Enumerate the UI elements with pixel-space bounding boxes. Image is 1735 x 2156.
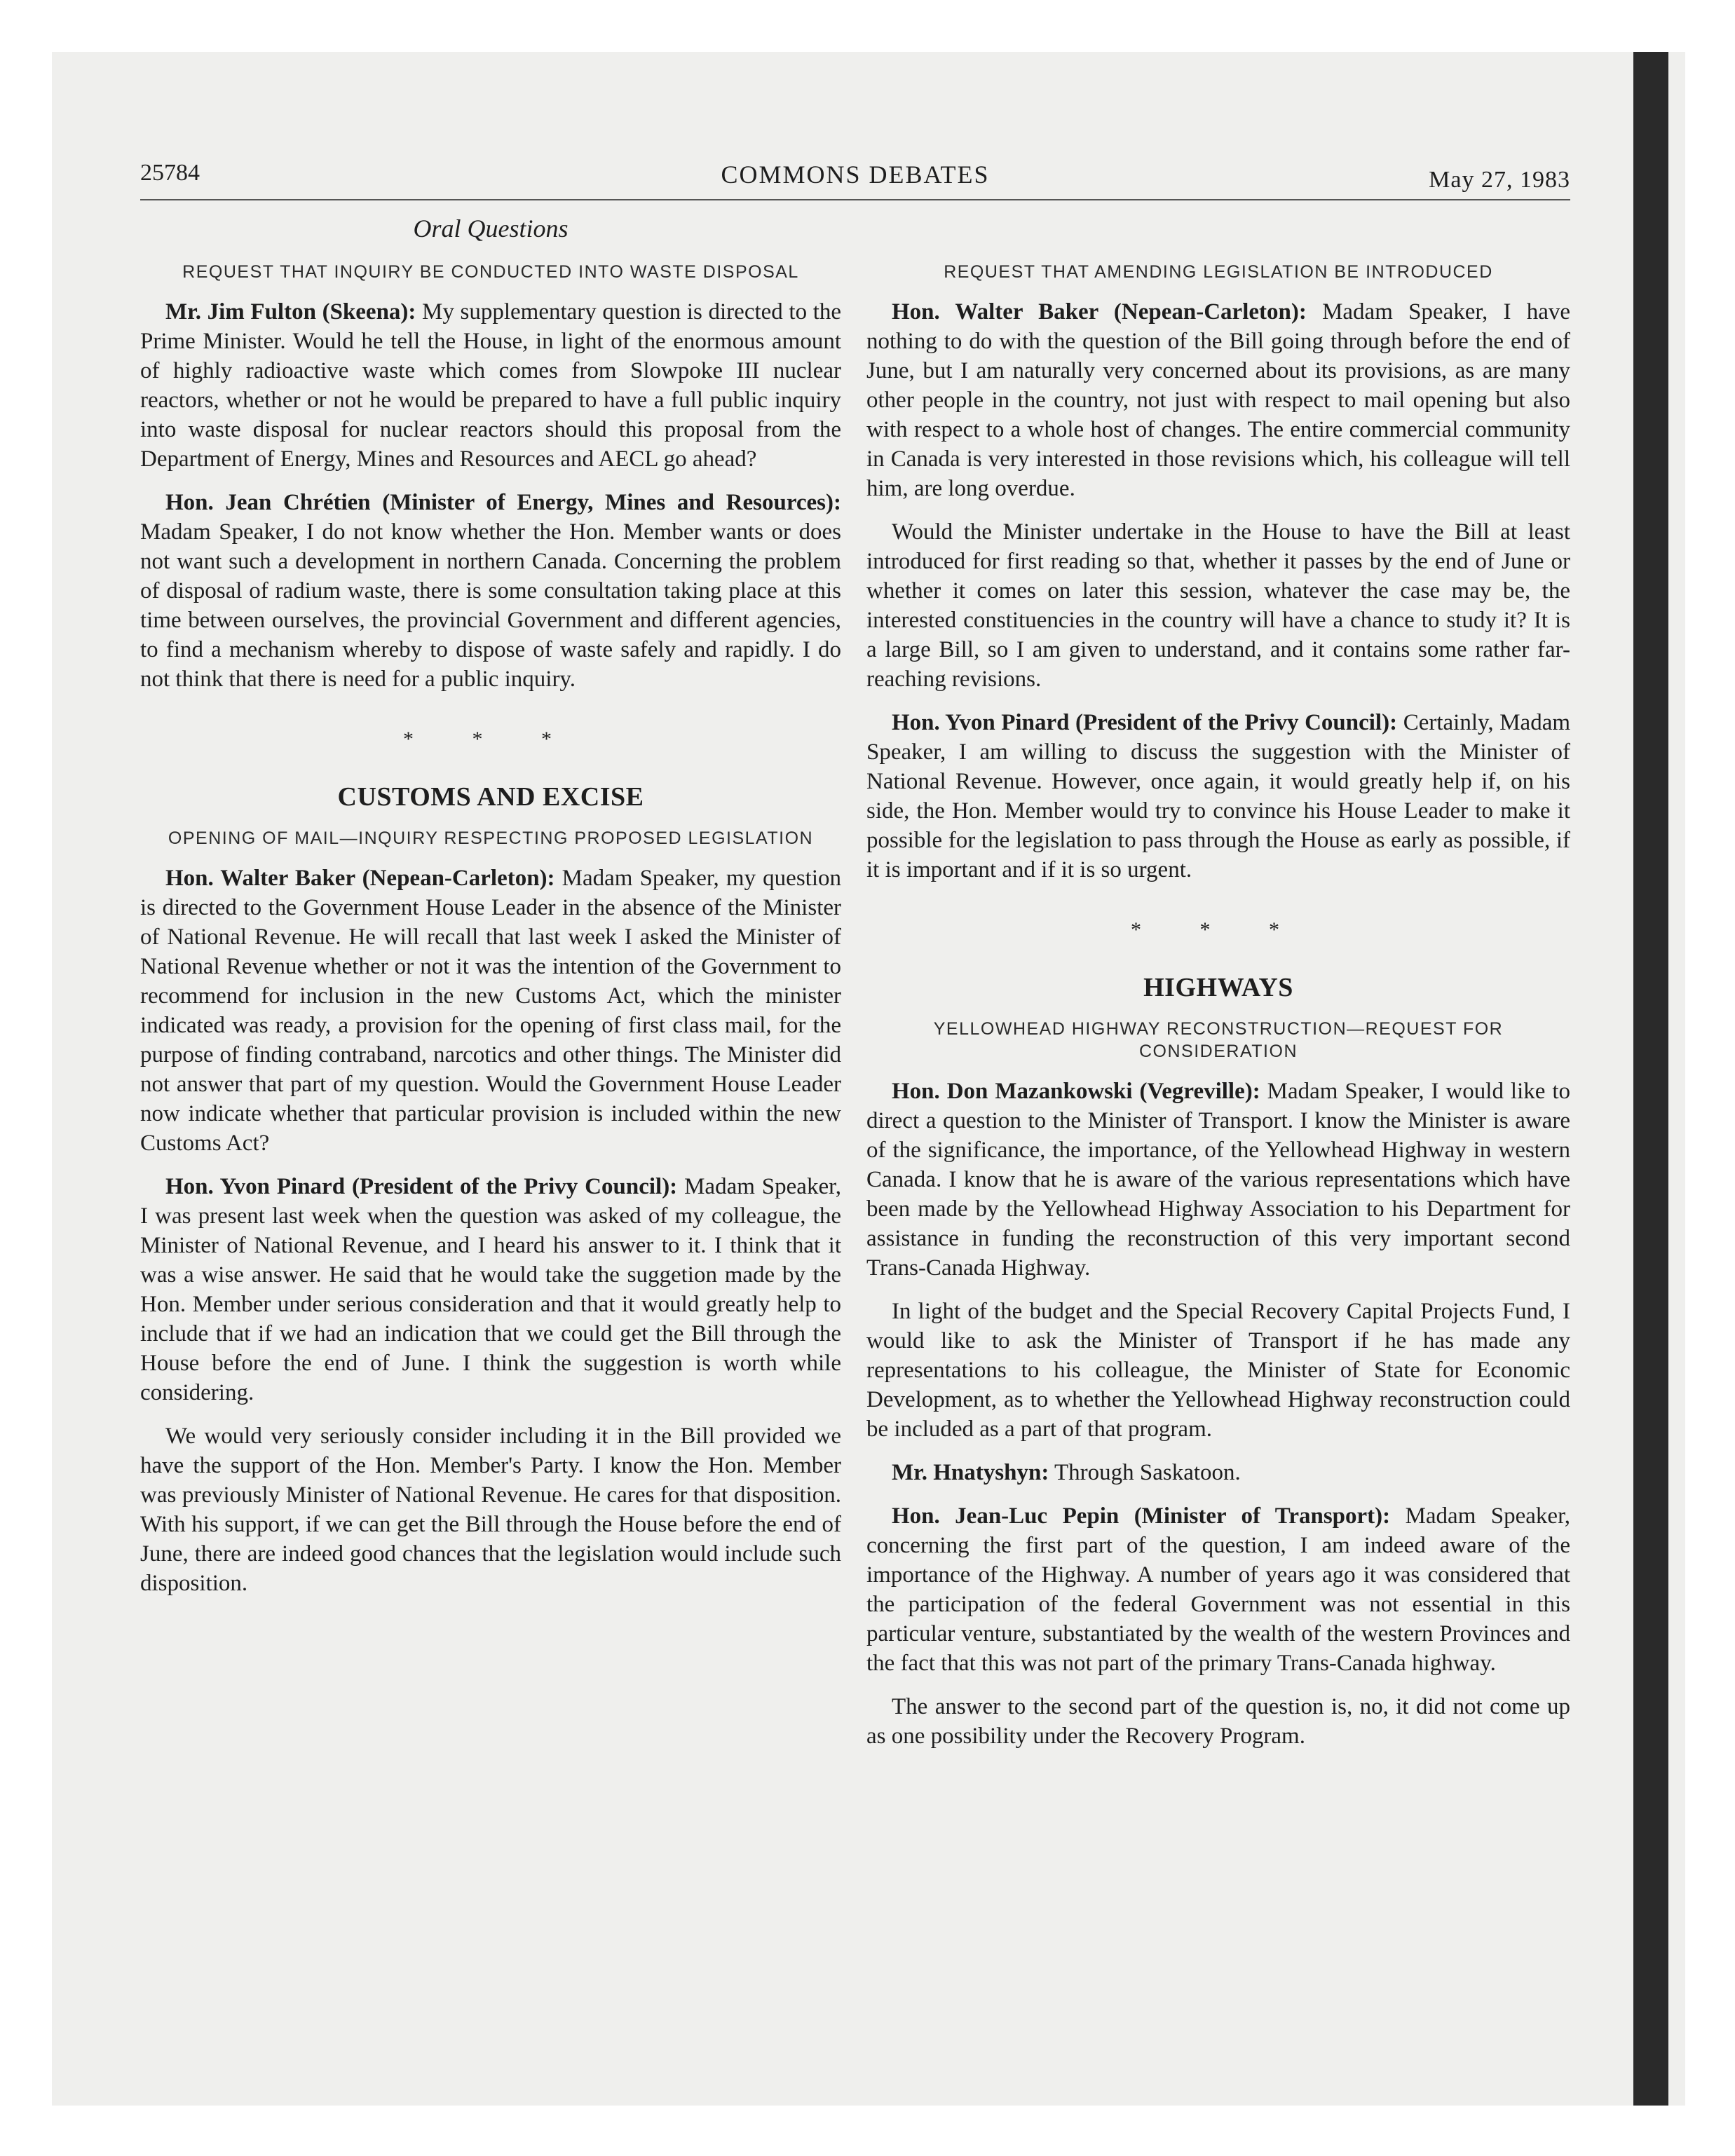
subheading-waste-disposal: REQUEST THAT INQUIRY BE CONDUCTED INTO WASTE DISPOSAL bbox=[182, 262, 799, 282]
speech-text: Madam Speaker, concerning the first part of the question, I am indeed aware of the importance of the Highway. A number of years ago it was considered that the participation of the federal Government was not essential in this particular venture, substantiated by the wealth of the western Provinces and the fact that this was not part of the primary Trans-Canada highway. bbox=[866, 1503, 1570, 1676]
paragraph-pinard-2 bbox=[866, 708, 1570, 885]
scan-edge-shadow bbox=[1633, 52, 1668, 2106]
speech-text: Madam Speaker, I was present last week when the question was asked of my colleague, the Minister of National Revenue, and I heard his answer to it. I think that it was a wise answer. He said that he would take the suggetion made by the Hon. Member under serious consideration and that it would greatly help to include that if we had an indication that we could get the Bill through the House before the end of June. I think the suggestion is worth while considering. bbox=[140, 1174, 842, 1405]
publication-title: COMMONS DEBATES bbox=[721, 161, 990, 189]
speaker-name: Hon. Walter Baker (Nepean-Carleton): bbox=[165, 866, 555, 891]
paragraph-chretien bbox=[140, 488, 841, 694]
subheading-amending-legislation: REQUEST THAT AMENDING LEGISLATION BE INTRODUCED bbox=[944, 262, 1493, 282]
subheading-opening-mail: OPENING OF MAIL—INQUIRY RESPECTING PROPOSED LEGISLATION bbox=[168, 828, 814, 848]
section-divider-stars: * * * bbox=[403, 728, 578, 751]
paragraph-hnatyshyn bbox=[866, 1458, 1570, 1487]
paragraph-mazankowski bbox=[866, 1077, 1570, 1283]
speech-text: Certainly, Madam Speaker, I am willing to discuss the suggestion with the Minister of National Revenue. However, once again, it would greatly help if, on his side, the Hon. Member would try to convince his House Leader to make it possible for the legislation to pass through the House as early as possible, if it is important and if it is so urgent. bbox=[866, 710, 1571, 882]
speaker-name: Mr. Jim Fulton (Skeena): bbox=[165, 299, 416, 325]
speaker-name: Hon. Don Mazankowski (Vegreville): bbox=[892, 1079, 1260, 1104]
speaker-name: Hon. Jean Chrétien (Minister of Energy, Mines and Resources): bbox=[165, 490, 841, 515]
running-head: Oral Questions bbox=[413, 214, 569, 243]
speech-text: Through Saskatoon. bbox=[1054, 1460, 1241, 1485]
speaker-name: Hon. Jean-Luc Pepin (Minister of Transport): bbox=[892, 1503, 1391, 1529]
section-heading-highways: HIGHWAYS bbox=[1143, 973, 1293, 1002]
paragraph-pepin bbox=[866, 1501, 1570, 1678]
speech-text: Madam Speaker, I would like to direct a question to the Minister of Transport. I know the Minister is aware of the significance, the importance, of the Yellowhead Highway in western Canada. I know that he is aware of the various representations which have been made by the Yellowhead Highway Association to his Department for assistance in funding the reconstruction of this very important second Trans-Canada Highway. bbox=[866, 1079, 1571, 1281]
page-date: May 27, 1983 bbox=[1429, 167, 1570, 193]
paragraph-baker-2 bbox=[866, 297, 1570, 503]
page-number: 25784 bbox=[140, 160, 200, 186]
speech-text: Madam Speaker, I do not know whether the Hon. Member wants or does not want such a development in northern Canada. Concerning the problem of disposal of radium waste, there is some consultation taking place at this time between ourselves, the provincial Government and different agencies, to find a mechanism whereby to dispose of waste safely and rapidly. I do not think that there is need for a public inquiry. bbox=[140, 519, 841, 692]
section-divider-stars: * * * bbox=[1131, 918, 1306, 941]
page-header bbox=[140, 160, 1570, 199]
speaker-name: Hon. Walter Baker (Nepean-Carleton): bbox=[892, 299, 1307, 325]
section-heading-customs: CUSTOMS AND EXCISE bbox=[337, 782, 644, 812]
paragraph-pepin-continued: The answer to the second part of the question is, no, it did not come up as one possibility under the Recovery Program. bbox=[866, 1694, 1570, 1749]
speech-text: My supplementary question is directed to the Prime Minister. Would he tell the House, in light of the enormous amount of highly radioactive waste which comes from Slowpoke III nuclear reactors, whether or not he would be prepared to have a full public inquiry into waste disposal for nuclear reactors should this proposal from the Department of Energy, Mines and Resources and AECL go ahead? bbox=[140, 299, 842, 472]
speaker-name: Mr. Hnatyshyn: bbox=[892, 1460, 1049, 1485]
speech-text: Madam Speaker, I have nothing to do with the question of the Bill going through before the end of June, but I am naturally very concerned about its provisions, as are many other people in the country, not just with respect to mail opening but also with respect to a whole host of changes. The entire commercial community in Canada is very interested in those revisions which, his colleague will tell him, are long overdue. bbox=[866, 299, 1570, 501]
paragraph-mazankowski-continued: In light of the budget and the Special Recovery Capital Projects Fund, I would like to ask the Minister of Transport if he has made any representations to his colleague, the Minister of State for Economic Development, as to whether the Yellowhead Highway reconstruction could be included as a part of that program. bbox=[866, 1299, 1570, 1442]
left-column bbox=[140, 210, 841, 1612]
paragraph-pinard bbox=[140, 1172, 841, 1407]
speaker-name: Hon. Yvon Pinard (President of the Privy Council): bbox=[892, 710, 1398, 735]
speaker-name: Hon. Yvon Pinard (President of the Privy Council): bbox=[165, 1174, 678, 1199]
speech-text: Madam Speaker, my question is directed to the Government House Leader in the absence of the Minister of National Revenue. He will recall that last week I asked the Minister of National Revenue whether or not it was the intention of the Government to recommend for inclusion in the new Customs Act, which the minister indicated was ready, a provision for the opening of first class mail, for the purpose of finding contraband, narcotics and other things. The Minister did not answer that part of my question. Would the Government House Leader now indicate whether that particular provision is included within the new Customs Act? bbox=[140, 866, 842, 1156]
header-rule bbox=[140, 199, 1570, 200]
paragraph-pinard-continued: We would very seriously consider including it in the Bill provided we have the support of the Hon. Member's Party. I know the Hon. Member was previously Minister of National Revenue. He cares for that disposition. With his support, if we can get the Bill through the House before the end of June, there are indeed good chances that the legislation would include such disposition. bbox=[140, 1424, 841, 1596]
paragraph-baker-2-continued: Would the Minister undertake in the House to have the Bill at least introduced for first reading so that, whether it passes by the end of June or whether it comes on later this session, whatever the case may be, the interested constituencies in the country will have a chance to study it? It is a large Bill, so I am given to understand, and it contains some rather far-reaching revisions. bbox=[866, 519, 1570, 692]
paragraph-fulton bbox=[140, 297, 841, 474]
subheading-yellowhead: YELLOWHEAD HIGHWAY RECONSTRUCTION—REQUEST FOR CONSIDERATION bbox=[933, 1019, 1504, 1061]
paragraph-baker bbox=[140, 864, 841, 1158]
right-column bbox=[866, 210, 1570, 1765]
